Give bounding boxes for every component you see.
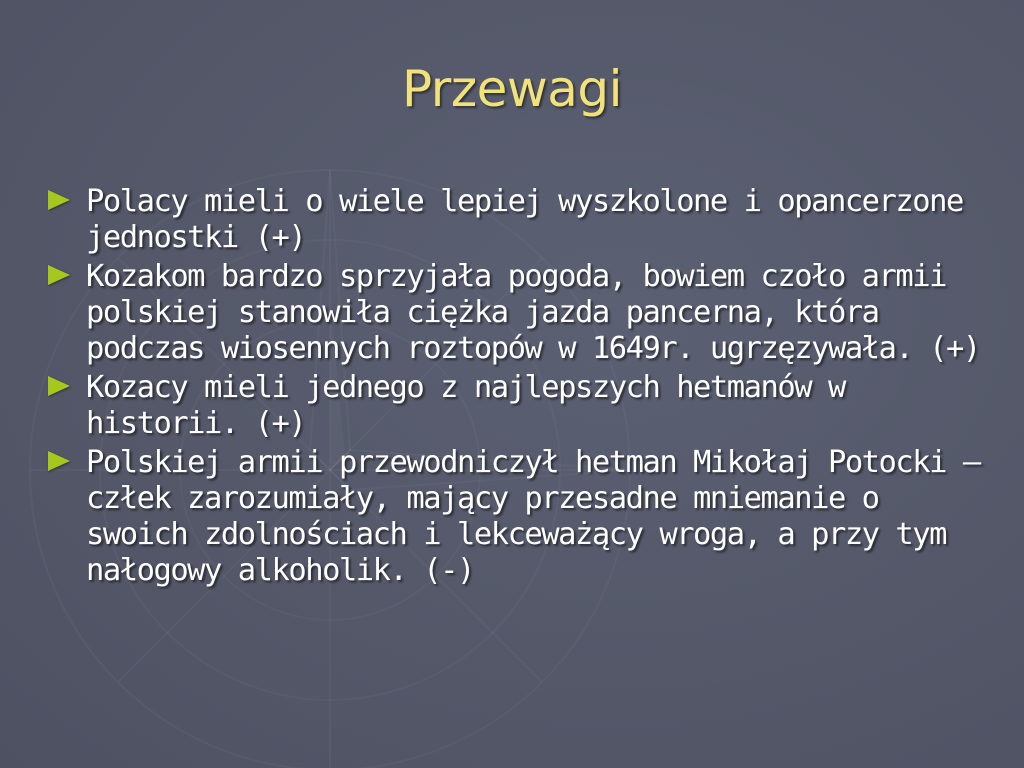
bullet-text: Polskiej armii przewodniczył hetman Mikołaj Potocki – człek zarozumiały, mający przesadne mniemanie o swoich zdolnościach i lekceważący wroga, a przy tym nałogowy alkoholik. (-) [86,445,980,588]
bullet-item [48,445,988,589]
triangle-right-icon [48,265,70,285]
bullet-item [48,259,988,367]
slide-title: Przewagi [402,60,622,118]
bullet-list [48,184,988,592]
triangle-right-icon [48,190,70,210]
bullet-text: Polacy mieli o wiele lepiej wyszkolone i opancerzone jednostki (+) [86,184,963,255]
bullet-item [48,184,988,256]
bullet-text: Kozakom bardzo sprzyjała pogoda, bowiem czoło armii polskiej stanowiła ciężka jazda pancerna, która podczas wiosennych roztopów w 1649r. ugrzęzywała. (+) [86,259,980,366]
bullet-text: Kozacy mieli jednego z najlepszych hetmanów w historii. (+) [86,370,845,441]
bullet-item [48,370,988,442]
triangle-right-icon [48,376,70,396]
triangle-right-icon [48,451,70,471]
